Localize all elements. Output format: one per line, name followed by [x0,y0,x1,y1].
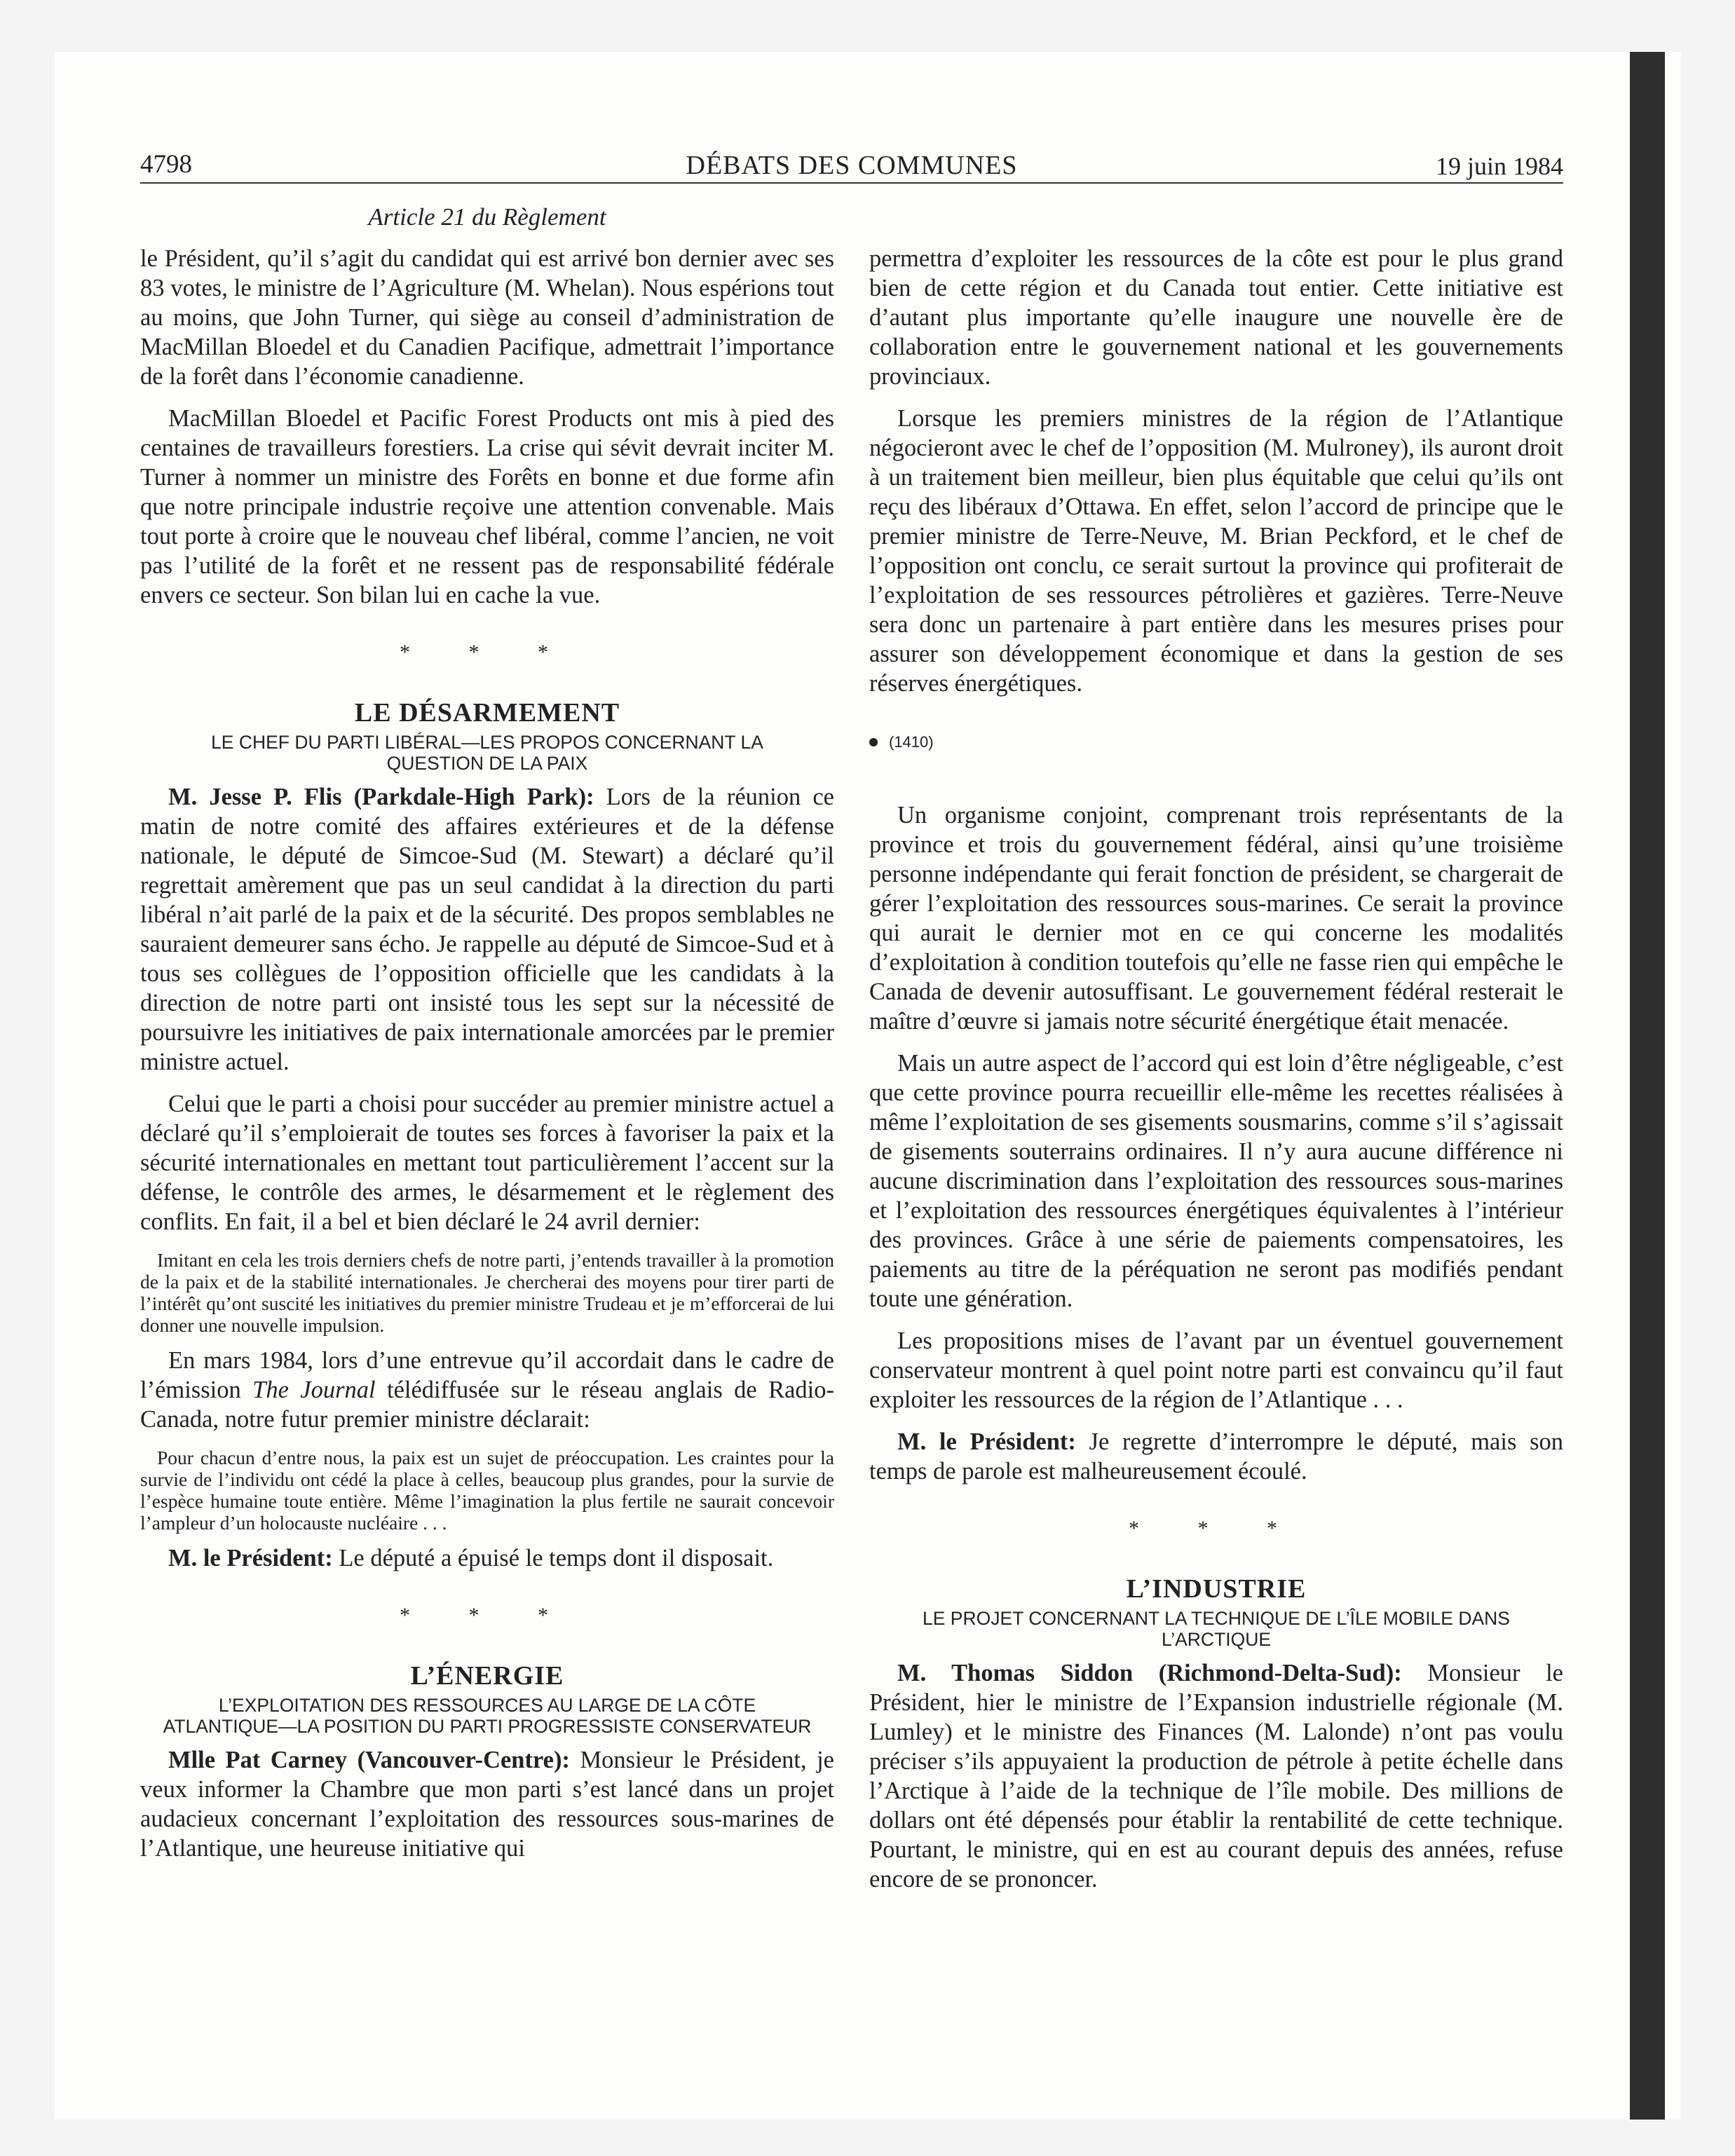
paragraph [140,1346,834,1434]
paragraph: permettra d’exploiter les ressources de la côte est pour le plus grand bien de cette région et du Canada tout entier. Cette initiative est d’autant plus importante qu’elle inaugure une nouvelle ère de collaboration entre le gouvernement national et les gouvernements provinciaux. [869,245,1563,390]
section-subtitle: LE CHEF DU PARTI LIBÉRAL—LES PROPOS CONCERNANT LA QUESTION DE LA PAIX [211,732,763,774]
section-subtitle: L’EXPLOITATION DES RESSOURCES AU LARGE DE LA CÔTE ATLANTIQUE—LA POSITION DU PARTI PROGRESSISTE CONSERVATEUR [163,1695,812,1737]
section-separator: * * * [400,641,575,664]
section-title: L’INDUSTRIE [1126,1574,1307,1604]
text-span: En mars 1984, lors d’une entrevue qu’il accordait dans le cadre de l’émission [140,1347,834,1403]
section-subtitle: LE PROJET CONCERNANT LA TECHNIQUE DE L’ÎLE MOBILE DANS L’ARCTIQUE [923,1608,1510,1650]
paragraph: Mais un autre aspect de l’accord qui est loin d’être négligeable, c’est que cette province pourra recueillir elle-même les recettes réalisées à même l’exploitation de ses gisements sousmarins, comme s’il s’agissait de gisements souterrains ordinaires. Il n’y aura aucune différence ni aucune discrimination dans l’exploitation des ressources sous-marines et l’exploitation des ressources énergétiques équivalentes à l’intérieur des provinces. Grâce à une série de paiements compensatoires, les paiements au titre de la péréquation ne seront pas modifiés pendant toute une génération. [869,1050,1563,1312]
paragraph: Lorsque les premiers ministres de la région de l’Atlantique négocieront avec le chef de l’opposition (M. Mulroney), ils auront droit à un traitement bien meilleur, bien plus équitable que celui qu’ils ont reçu des libéraux d’Ottawa. En effet, selon l’accord de principe que le premier ministre de Terre-Neuve, M. Brian Peckford, et le chef de l’opposition ont conclu, ce serait surtout la province qui profiterait de l’exploitation de ses ressources pétrolières et gazières. Terre-Neuve sera donc un partenaire à part entière dans les mesures prises pour assurer son développement économique et dans la gestion de ses réserves énergétiques. [869,405,1563,697]
speaker-name: M. Jesse P. Flis (Parkdale-High Park): [168,784,594,810]
paragraph: Les propositions mises de l’avant par un éventuel gouvernement conservateur montrent à quel point notre parti est convaincu qu’il faut exploiter les ressources de la région de l’Atlantique . . . [869,1328,1563,1413]
speaker-name: M. le Président: [168,1545,333,1571]
paragraph: le Président, qu’il s’agit du candidat qui est arrivé bon dernier avec ses 83 votes, le ministre de l’Agriculture (M. Whelan). Nous espérions tout au moins, que John Turner, qui siège au conseil d’administration de MacMillan Bloedel et du Canadien Pacifique, admettrait l’importance de la forêt dans l’économie canadienne. [140,245,834,390]
paragraph: Celui que le parti a choisi pour succéder au premier ministre actuel a déclaré qu’il s’emploierait de toutes ses forces à favoriser la paix et la sécurité internationales en mettant tout particulièrement l’accent sur la défense, le contrôle des armes, le désarmement et le règlement des conflits. En fait, il a bel et bien déclaré le 24 avril dernier: [140,1091,834,1235]
scan-edge-bar [1630,52,1665,2120]
speaker-name: Mlle Pat Carney (Vancouver-Centre): [168,1747,570,1773]
block-quote: Pour chacun d’entre nous, la paix est un sujet de préoccupation. Les craintes pour la survie de l’individu ont cédé la place à celles, beaucoup plus grandes, pour la survie de l’espèce humaine toute entière. Même l’imagination la plus fertile ne saurait concevoir l’ampleur d’un holocauste nucléaire . . . [140,1447,834,1534]
speech-text: Lors de la réunion ce matin de notre comité des affaires extérieures et de la défense nationale, le député de Simcoe-Sud (M. Stewart) a déclaré qu’il regrettait amèrement que pas un seul candidat à la direction du parti libéral n’ait parlé de la paix et de la sécurité. Des propos semblables ne sauraient demeurer sans écho. Je rappelle au député de Simcoe-Sud et à tous ses collègues de l’opposition officielle que les candidats à la direction de notre parti ont insisté tous les sept sur la nécessité de poursuivre les initiatives de paix internationale amorcées par le premier ministre actuel. [140,784,834,1075]
section-subheader: Article 21 du Règlement [368,203,606,231]
section-separator: * * * [1129,1517,1304,1540]
section-title: LE DÉSARMEMENT [354,698,620,728]
speech-paragraph [140,1543,834,1573]
speech-text: Le député a épuisé le temps dont il disposait. [332,1545,774,1571]
speech-paragraph [869,1427,1563,1486]
speech-paragraph [140,1745,834,1863]
paragraph: MacMillan Bloedel et Pacific Forest Products ont mis à pied des centaines de travailleurs forestiers. La crise qui sévit devrait inciter M. Turner à nommer un ministre des Forêts en bonne et due forme afin que notre principale industrie reçoive une attention convenable. Mais tout porte à croire que le nouveau chef libéral, comme l’ancien, ne voit pas l’utilité de la forêt et ne ressent pas de responsabilité fédérale envers ce secteur. Son bilan lui en cache la vue. [140,405,834,608]
text-span: télédiffusée sur le réseau anglais de Radio-Canada, notre futur premier ministre déclarait: [140,1377,834,1433]
speech-paragraph [869,1658,1563,1894]
left-column [140,244,834,1876]
publication-date: 19 juin 1984 [1435,152,1563,180]
publication-title: DÉBATS DES COMMUNES [686,151,1018,180]
speaker-name: M. le Président: [897,1428,1076,1455]
speech-text: Monsieur le Président, hier le ministre de l’Expansion industrielle régionale (M. Lumley) et le ministre des Finances (M. Lalonde) n’ont pas voulu préciser s’ils appuyaient la production de pétrole à petite échelle dans l’Arctique à l’aide de la technique de l’île mobile. Des millions de dollars ont été dépensés pour établir la rentabilité de cette technique. Pourtant, le ministre, qui en est au courant depuis des années, refuse encore de se prononcer. [869,1660,1563,1892]
right-column [869,244,1563,1906]
paragraph: Un organisme conjoint, comprenant trois représentants de la province et trois du gouvernement fédéral, ainsi qu’une troisième personne indépendante qui ferait fonction de président, se chargerait de gérer l’exploitation des ressources sous-marines. Ce serait la province qui aurait le dernier mot en ce qui concerne les modalités d’exploitation à condition toutefois qu’elle ne fasse rien qui empêche le Canada de devenir autosuffisant. Le gouvernement fédéral resterait le maître d’œuvre si jamais notre sécurité énergétique était menacée. [869,802,1563,1035]
speaker-name: M. Thomas Siddon (Richmond-Delta-Sud): [897,1660,1402,1686]
running-header [140,147,1563,184]
bullet-dot-icon [869,738,878,746]
program-title: The Journal [252,1377,376,1403]
section-title: L’ÉNERGIE [410,1661,564,1691]
speech-text: Monsieur le Président, je veux informer la Chambre que mon parti s’est lancé dans un projet audacieux concernant l’exploitation des ressources sous-marines de l’Atlantique, une heureuse initiative qui [140,1747,834,1862]
page-number: 4798 [140,150,192,179]
speech-text: Je regrette d’interrompre le député, mais son temps de parole est malheureusement écoulé. [869,1428,1564,1485]
speech-paragraph [140,782,834,1077]
time-marker [869,728,1563,757]
block-quote: Imitant en cela les trois derniers chefs de notre parti, j’entends travailler à la promotion de la paix et de la stabilité internationales. Je chercherai des moyens pour tirer parti de l’intérêt qu’ont suscité les initiatives du premier ministre Trudeau et je m’efforcerai de lui donner une nouvelle impulsion. [140,1249,834,1336]
time-stamp: (1410) [889,733,934,751]
section-separator: * * * [400,1604,575,1627]
